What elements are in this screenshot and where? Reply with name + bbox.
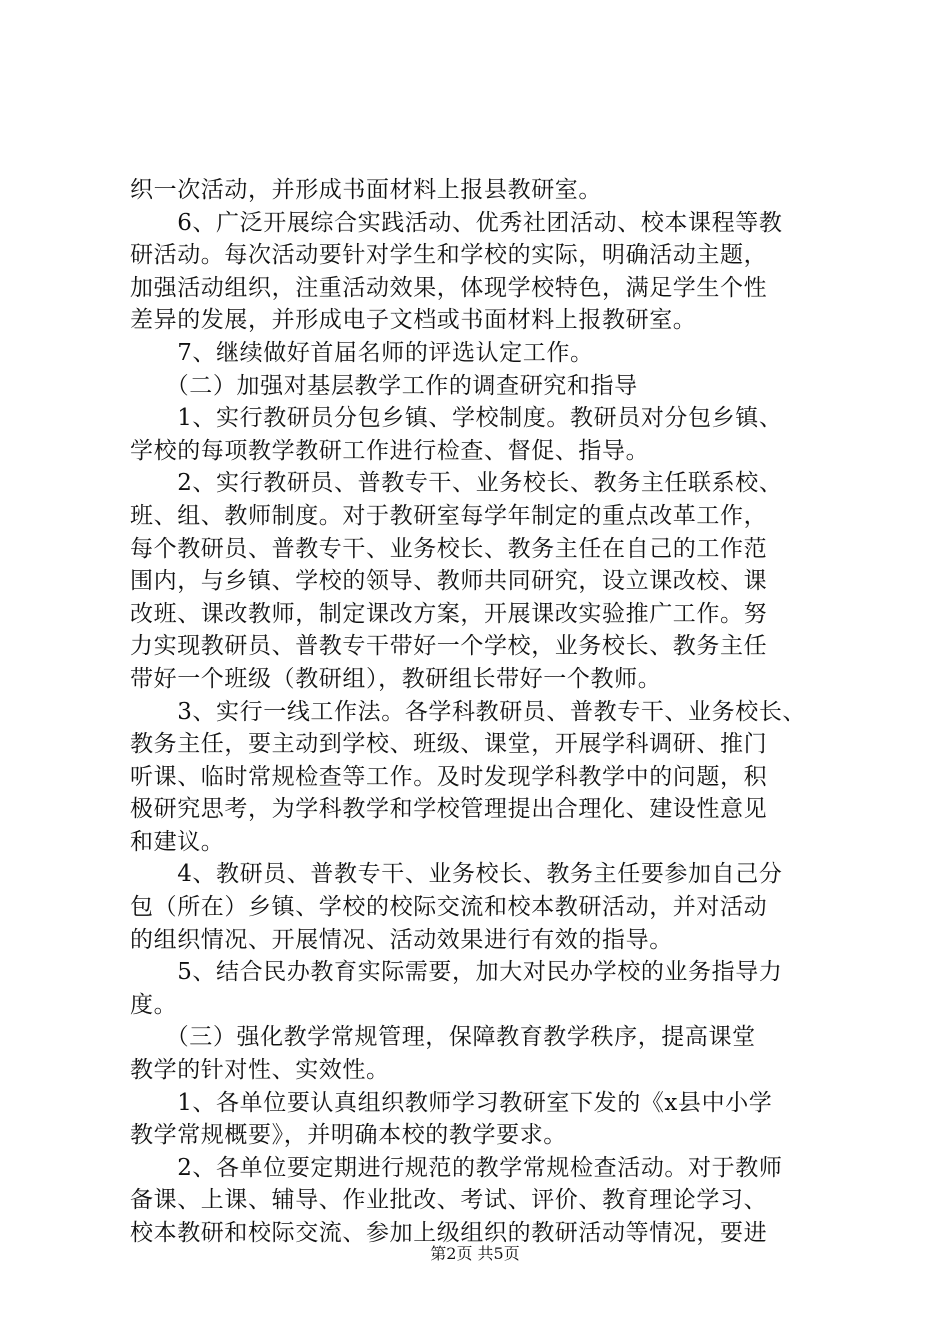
- text-line: 教学的针对性、实效性。: [130, 1057, 390, 1084]
- text-line: 的组织情况、开展情况、活动效果进行有效的指导。: [130, 926, 673, 953]
- text-line: 力实现教研员、普教专干带好一个学校，业务校长、教务主任: [130, 633, 768, 660]
- text-line: 织一次活动，并形成书面材料上报县教研室。: [130, 177, 602, 203]
- text-line: 5、结合民办教育实际需要，加大对民办学校的业务指导力: [130, 959, 783, 986]
- text-line: 校本教研和校际交流、参加上级组织的教研活动等情况，要进: [130, 1220, 768, 1246]
- text-line: 2、各单位要定期进行规范的教学常规检查活动。对于教师: [130, 1154, 783, 1181]
- text-line: 度。: [130, 991, 178, 1018]
- text-line: 研活动。每次活动要针对学生和学校的实际，明确活动主题，: [130, 242, 768, 269]
- text-line: 包（所在）乡镇、学校的校际交流和校本教研活动，并对活动: [130, 894, 768, 921]
- text-line: 1、实行教研员分包乡镇、学校制度。教研员对分包乡镇、: [130, 405, 783, 432]
- page-number-footer: 第2页 共5页: [430, 1244, 520, 1263]
- text-line: 和建议。: [130, 828, 225, 855]
- text-line: 极研究思考，为学科教学和学校管理提出合理化、建设性意见: [130, 796, 768, 823]
- text-line: 4、教研员、普教专干、业务校长、教务主任要参加自己分: [130, 861, 783, 888]
- text-line: （二）加强对基层教学工作的调查研究和指导: [130, 372, 638, 399]
- text-line: 加强活动组织，注重活动效果，体现学校特色，满足学生个性: [130, 274, 768, 301]
- text-line: （三）强化教学常规管理，保障教育教学秩序，提高课堂: [130, 1024, 756, 1051]
- text-line: 学校的每项教学教研工作进行检查、督促、指导。: [130, 437, 650, 464]
- text-line: 围内，与乡镇、学校的领导、教师共同研究，设立课改校、课: [130, 568, 768, 595]
- text-line: 3、实行一线工作法。各学科教研员、普教专干、业务校长、: [130, 698, 807, 725]
- text-line: 备课、上课、辅导、作业批改、考试、评价、教育理论学习、: [130, 1187, 768, 1214]
- text-line: 6、广泛开展综合实践活动、优秀社团活动、校本课程等教: [130, 209, 783, 236]
- text-line: 教学常规概要》，并明确本校的教学要求。: [130, 1122, 567, 1149]
- text-line: 班、组、教师制度。对于教研室每学年制定的重点改革工作，: [130, 502, 768, 529]
- text-line: 每个教研员、普教专干、业务校长、教务主任在自己的工作范: [130, 535, 768, 562]
- text-line: 带好一个班级（教研组），教研组长带好一个教师。: [130, 665, 662, 692]
- text-line: 听课、临时常规检查等工作。及时发现学科教学中的问题，积: [130, 763, 768, 790]
- body-text: [130, 174, 842, 1250]
- text-line: 改班、课改教师，制定课改方案，开展课改实验推广工作。努: [130, 600, 768, 627]
- text-line: 7、继续做好首届名师的评选认定工作。: [130, 339, 594, 366]
- text-line: 2、实行教研员、普教专干、业务校长、教务主任联系校、: [130, 470, 783, 497]
- text-line: 1、各单位要认真组织教师学习教研室下发的《x县中小学: [130, 1089, 773, 1116]
- text-line: 教务主任，要主动到学校、班级、课堂，开展学科调研、推门: [130, 731, 768, 758]
- text-line: 差异的发展，并形成电子文档或书面材料上报教研室。: [130, 307, 697, 334]
